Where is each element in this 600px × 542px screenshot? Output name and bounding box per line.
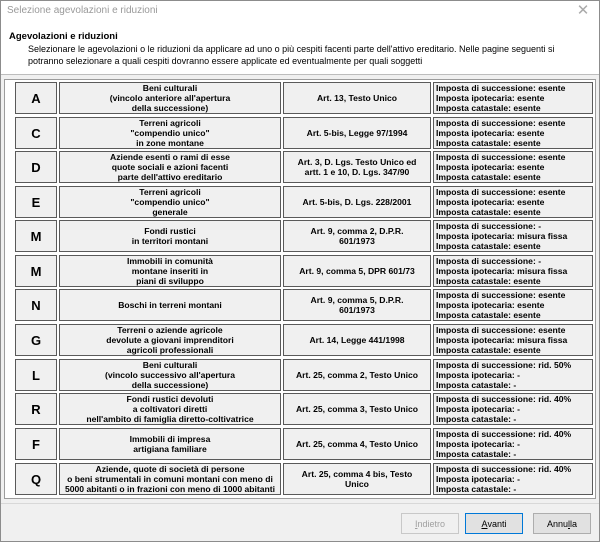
row-code[interactable]: A: [15, 82, 57, 114]
row-code[interactable]: M: [15, 255, 57, 287]
row-tax-effects[interactable]: [433, 186, 593, 218]
agevolazione-row[interactable]: [15, 151, 593, 183]
tax-line: Imposta ipotecaria: misura fissa: [436, 230, 568, 241]
agevolazione-row[interactable]: [15, 82, 593, 114]
tax-line: Imposta di successione: rid. 40%: [436, 463, 572, 474]
row-tax-effects[interactable]: [433, 359, 593, 391]
tax-line: Imposta ipotecaria: -: [436, 369, 521, 380]
row-law-reference[interactable]: Art. 25, comma 4, Testo Unico: [283, 428, 431, 460]
tax-line: Imposta ipotecaria: misura fissa: [436, 265, 568, 276]
tax-line: Imposta catastale: esente: [436, 310, 541, 321]
row-tax-effects[interactable]: [433, 393, 593, 425]
agevolazioni-list: [4, 79, 596, 499]
tax-line: Imposta di successione: esente: [436, 289, 566, 300]
tax-line: Imposta catastale: esente: [436, 138, 541, 149]
tax-line: Imposta catastale: esente: [436, 345, 541, 356]
row-tax-effects[interactable]: [433, 117, 593, 149]
row-law-reference[interactable]: Art. 9, comma 5, D.P.R. 601/1973: [283, 289, 431, 321]
row-law-reference[interactable]: Art. 5-bis, D. Lgs. 228/2001: [283, 186, 431, 218]
tax-line: Imposta catastale: -: [436, 484, 517, 495]
tax-line: Imposta di successione: esente: [436, 186, 566, 197]
agevolazione-row[interactable]: [15, 220, 593, 252]
row-law-reference[interactable]: Art. 3, D. Lgs. Testo Unico ed artt. 1 e 10, D. Lgs. 347/90: [283, 151, 431, 183]
cancel-button[interactable]: Annu l la: [533, 513, 591, 534]
window-title: Selezione agevolazioni e riduzioni: [7, 5, 158, 16]
next-button[interactable]: A vanti: [465, 513, 523, 534]
agevolazione-row[interactable]: [15, 359, 593, 391]
row-tax-effects[interactable]: [433, 289, 593, 321]
tax-line: Imposta di successione: rid. 40%: [436, 428, 572, 439]
row-tax-effects[interactable]: [433, 463, 593, 495]
row-code[interactable]: G: [15, 324, 57, 356]
tax-line: Imposta catastale: esente: [436, 241, 541, 252]
tax-line: Imposta di successione: esente: [436, 324, 566, 335]
agevolazione-row[interactable]: [15, 463, 593, 495]
row-code[interactable]: Q: [15, 463, 57, 495]
row-code[interactable]: D: [15, 151, 57, 183]
row-law-reference[interactable]: Art. 9, comma 2, D.P.R. 601/1973: [283, 220, 431, 252]
section-description: Selezionare le agevolazioni o le riduzioni da applicare ad uno o più cespiti facenti parte dell'attivo ereditario. Nelle pagine seguenti si potranno selezionare a quali cespiti dovranno essere applicate ed eventualmente per quali soggetti: [28, 44, 555, 66]
back-button[interactable]: I ndietro: [401, 513, 459, 534]
tax-line: Imposta ipotecaria: esente: [436, 92, 545, 103]
tax-line: Imposta catastale: esente: [436, 172, 541, 183]
row-tax-effects[interactable]: [433, 220, 593, 252]
tax-line: Imposta ipotecaria: -: [436, 473, 521, 484]
agevolazione-row[interactable]: [15, 393, 593, 425]
row-tax-effects[interactable]: [433, 324, 593, 356]
agevolazione-row[interactable]: [15, 324, 593, 356]
footer-separator: [1, 503, 599, 504]
row-description[interactable]: Aziende, quote di società di persone o beni strumentali in comuni montani con meno di 5000 abitanti o in frazioni con meno di 1000 abitanti: [59, 463, 281, 495]
agevolazione-row[interactable]: [15, 289, 593, 321]
row-code[interactable]: N: [15, 289, 57, 321]
tax-line: Imposta di successione: esente: [436, 151, 566, 162]
agevolazione-row[interactable]: [15, 117, 593, 149]
row-description[interactable]: Beni culturali (vincolo successivo all'apertura della successione): [59, 359, 281, 391]
tax-line: Imposta catastale: -: [436, 414, 517, 425]
row-description[interactable]: Fondi rustici in territori montani: [59, 220, 281, 252]
row-description[interactable]: Terreni o aziende agricole devolute a giovani imprenditori agricoli professionali: [59, 324, 281, 356]
row-code[interactable]: C: [15, 117, 57, 149]
agevolazione-row[interactable]: [15, 255, 593, 287]
row-code[interactable]: R: [15, 393, 57, 425]
header-panel: [1, 21, 599, 75]
tax-line: Imposta ipotecaria: esente: [436, 299, 545, 310]
tax-line: Imposta catastale: esente: [436, 207, 541, 218]
close-icon[interactable]: ✕: [576, 2, 590, 19]
row-description[interactable]: Immobili in comunità montane inseriti in piani di sviluppo: [59, 255, 281, 287]
tax-line: Imposta ipotecaria: esente: [436, 127, 545, 138]
row-code[interactable]: M: [15, 220, 57, 252]
row-description[interactable]: Terreni agricoli "compendio unico" generale: [59, 186, 281, 218]
section-title: Agevolazioni e riduzioni: [9, 31, 118, 42]
row-law-reference[interactable]: Art. 14, Legge 441/1998: [283, 324, 431, 356]
tax-line: Imposta ipotecaria: misura fissa: [436, 334, 568, 345]
agevolazione-row[interactable]: [15, 186, 593, 218]
tax-line: Imposta catastale: esente: [436, 276, 541, 287]
tax-line: Imposta catastale: -: [436, 380, 517, 391]
tax-line: Imposta ipotecaria: esente: [436, 161, 545, 172]
row-law-reference[interactable]: Art. 25, comma 3, Testo Unico: [283, 393, 431, 425]
tax-line: Imposta catastale: esente: [436, 103, 541, 114]
row-description[interactable]: Aziende esenti o rami di esse quote sociali e azioni facenti parte dell'attivo ereditario: [59, 151, 281, 183]
row-law-reference[interactable]: Art. 5-bis, Legge 97/1994: [283, 117, 431, 149]
row-law-reference[interactable]: Art. 13, Testo Unico: [283, 82, 431, 114]
tax-line: Imposta ipotecaria: -: [436, 438, 521, 449]
row-description[interactable]: Boschi in terreni montani: [59, 289, 281, 321]
row-code[interactable]: F: [15, 428, 57, 460]
tax-line: Imposta ipotecaria: -: [436, 403, 521, 414]
row-code[interactable]: L: [15, 359, 57, 391]
row-law-reference[interactable]: Art. 25, comma 4 bis, Testo Unico: [283, 463, 431, 495]
tax-line: Imposta catastale: -: [436, 449, 517, 460]
tax-line: Imposta di successione: esente: [436, 82, 566, 93]
row-code[interactable]: E: [15, 186, 57, 218]
row-description[interactable]: Beni culturali (vincolo anteriore all'apertura della successione): [59, 82, 281, 114]
row-description[interactable]: Fondi rustici devoluti a coltivatori diretti nell'ambito di famiglia diretto-coltivatrice: [59, 393, 281, 425]
row-law-reference[interactable]: Art. 9, comma 5, DPR 601/73: [283, 255, 431, 287]
tax-line: Imposta ipotecaria: esente: [436, 196, 545, 207]
tax-line: Imposta di successione: -: [436, 255, 542, 266]
tax-line: Imposta di successione: rid. 50%: [436, 359, 572, 370]
agevolazione-row[interactable]: [15, 428, 593, 460]
tax-line: Imposta di successione: -: [436, 220, 542, 231]
tax-line: Imposta di successione: rid. 40%: [436, 393, 572, 404]
row-tax-effects[interactable]: [433, 428, 593, 460]
row-description[interactable]: Terreni agricoli "compendio unico" in zone montane: [59, 117, 281, 149]
row-description[interactable]: Immobili di impresa artigiana familiare: [59, 428, 281, 460]
title-bar: [1, 1, 599, 21]
tax-line: Imposta di successione: esente: [436, 117, 566, 128]
row-law-reference[interactable]: Art. 25, comma 2, Testo Unico: [283, 359, 431, 391]
row-tax-effects[interactable]: [433, 255, 593, 287]
row-tax-effects[interactable]: [433, 82, 593, 114]
row-tax-effects[interactable]: [433, 151, 593, 183]
